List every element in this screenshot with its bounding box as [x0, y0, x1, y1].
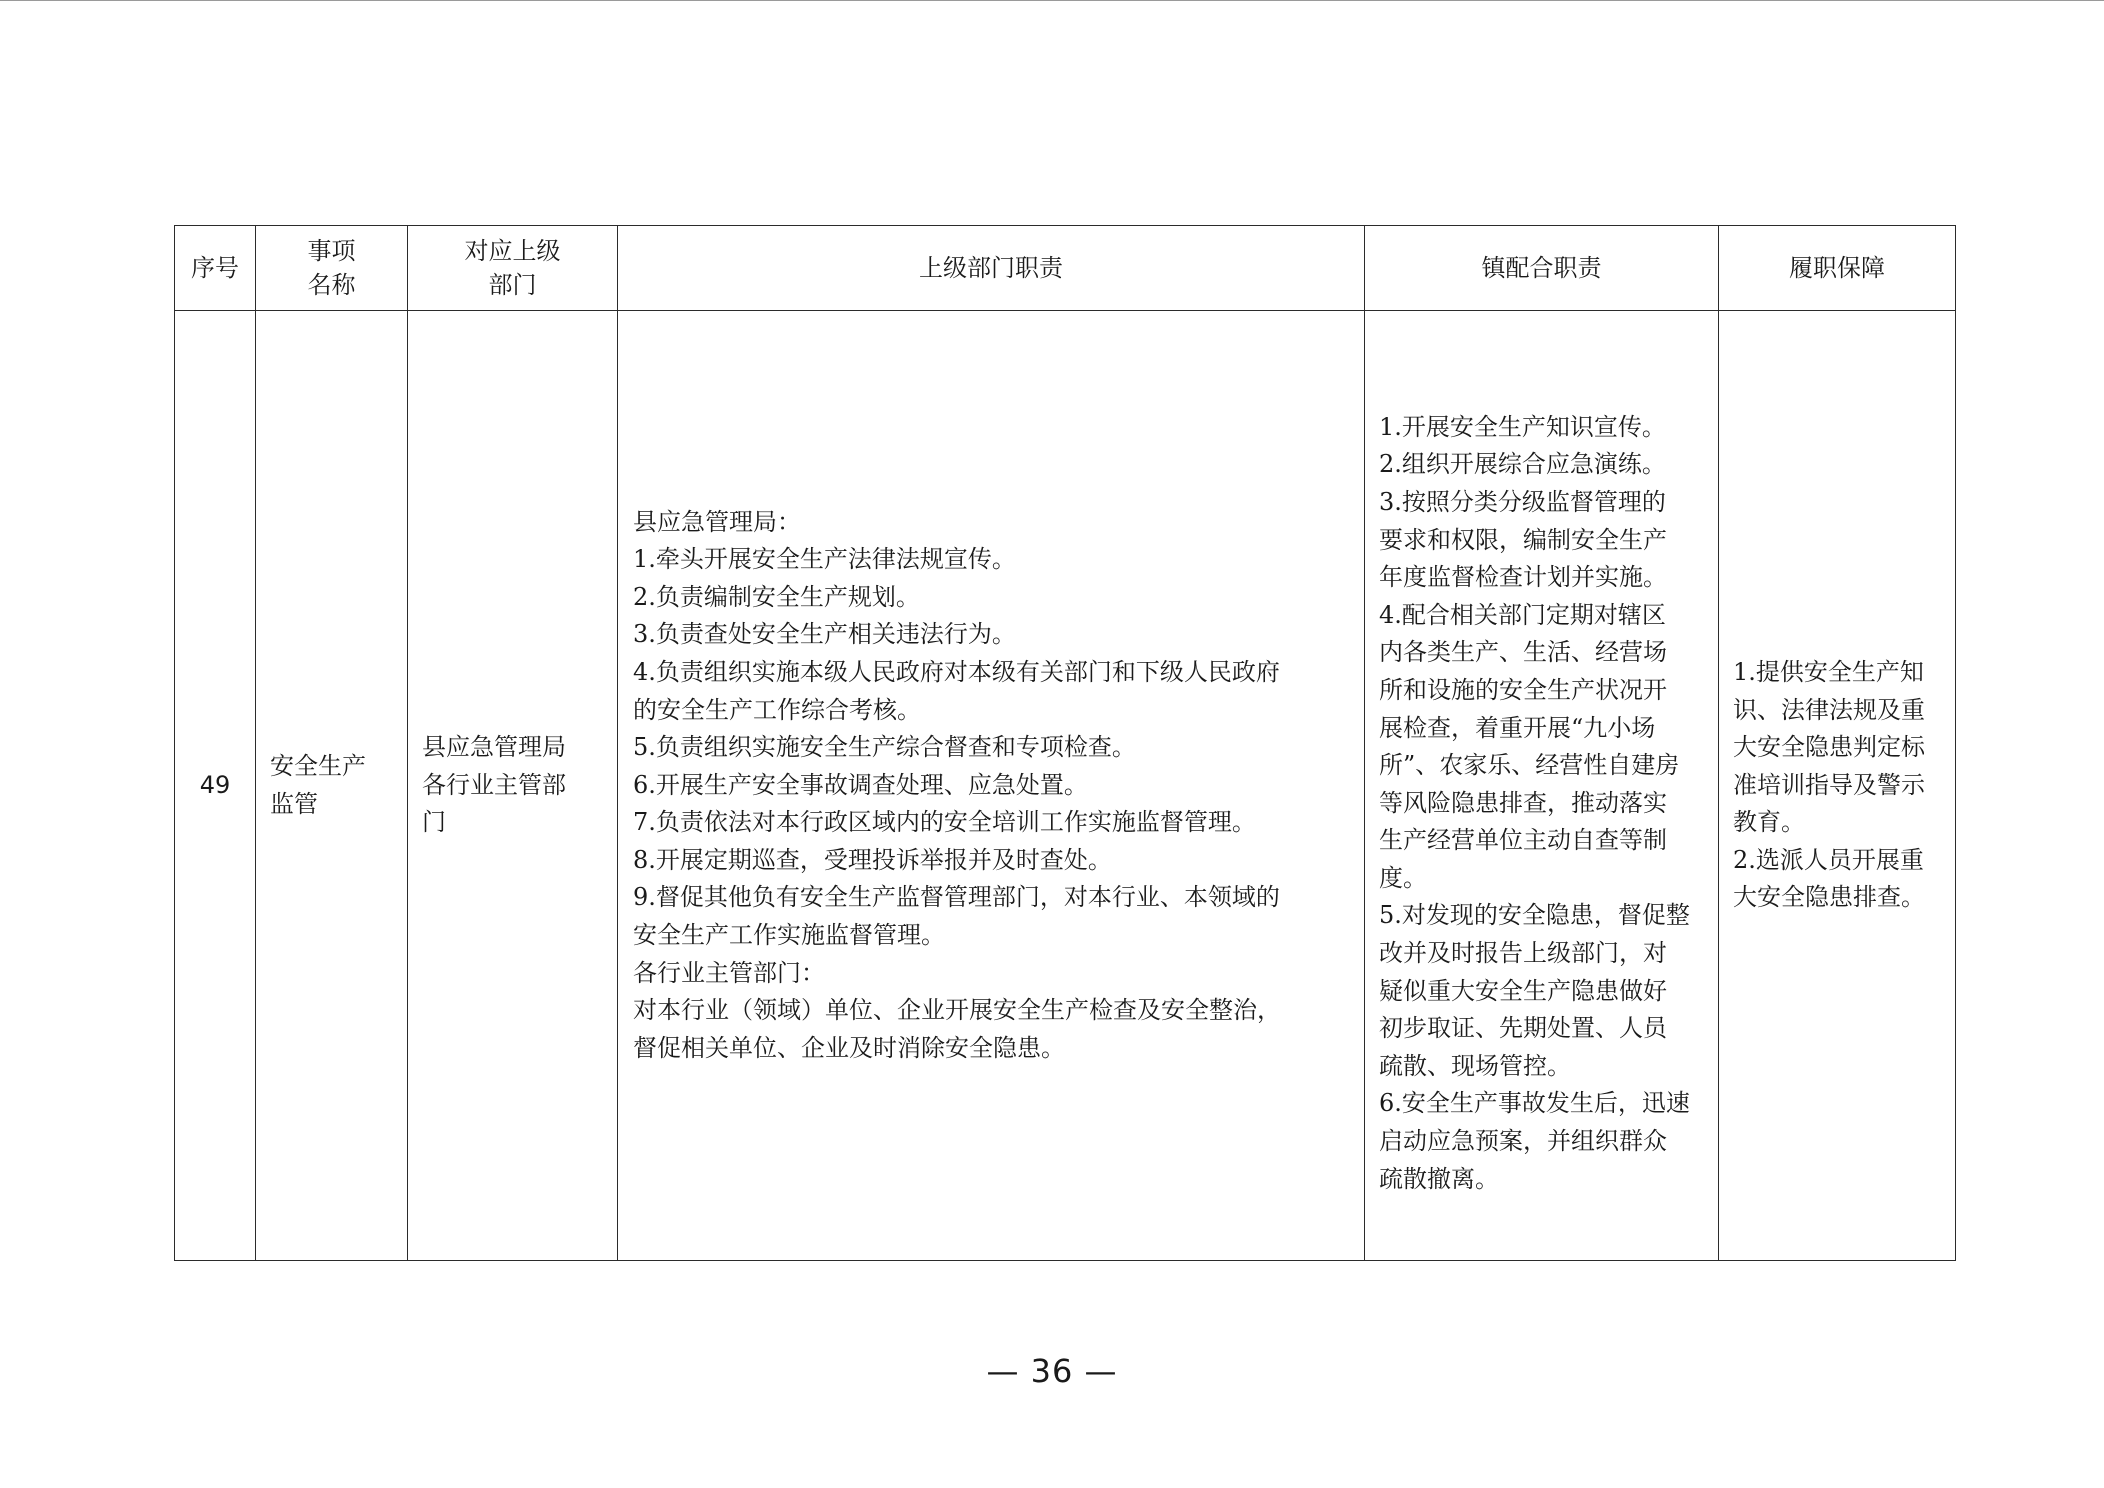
town-duty-line: 所”、农家乐、经营性自建房 [1379, 751, 1680, 780]
guarantee-line: 大安全隐患排查。 [1733, 883, 1925, 912]
upper-duty-line: 5.负责组织实施安全生产综合督查和专项检查。 [633, 733, 1136, 762]
upper-duty-line: 安全生产工作实施监督管理。 [633, 921, 945, 950]
guarantee-line: 准培训指导及警示 [1733, 770, 1925, 799]
upper-duty-line: 2.负责编制安全生产规划。 [633, 582, 920, 611]
town-duty-line: 疏散撤离。 [1379, 1164, 1499, 1193]
town-duty-line: 内各类生产、生活、经营场 [1379, 638, 1667, 667]
upper-dept-line: 门 [422, 808, 446, 837]
upper-duty-line: 4.负责组织实施本级人民政府对本级有关部门和下级人民政府 [633, 657, 1280, 686]
town-duty-line: 1.开展安全生产知识宣传。 [1379, 412, 1666, 441]
duty-table [174, 225, 1956, 1261]
header-town-duty: 镇配合职责 [1365, 226, 1719, 311]
town-duty-line: 度。 [1379, 863, 1427, 892]
upper-dept-line: 县应急管理局 [422, 733, 566, 762]
upper-duty-line: 督促相关单位、企业及时消除安全隐患。 [633, 1033, 1065, 1062]
row-upper-duty-cell [618, 311, 1365, 1261]
town-duty-line: 启动应急预案，并组织群众 [1379, 1127, 1667, 1156]
upper-duty-line: 县应急管理局： [633, 507, 801, 536]
upper-duty-line: 7.负责依法对本行政区域内的安全培训工作实施监督管理。 [633, 808, 1256, 837]
town-duty-line: 改并及时报告上级部门，对 [1379, 939, 1667, 968]
town-duty-line: 所和设施的安全生产状况开 [1379, 675, 1667, 704]
upper-duty-line: 8.开展定期巡查，受理投诉举报并及时查处。 [633, 845, 1112, 874]
header-guarantee: 履职保障 [1719, 226, 1956, 311]
upper-duty-line: 各行业主管部门： [633, 958, 825, 987]
town-duty-line: 4.配合相关部门定期对辖区 [1379, 600, 1666, 629]
town-duty-line: 5.对发现的安全隐患，督促整 [1379, 901, 1690, 930]
upper-duty-line: 1.牵头开展安全生产法律法规宣传。 [633, 545, 1016, 574]
town-duty-line: 初步取证、先期处置、人员 [1379, 1014, 1667, 1043]
upper-duty-line: 6.开展生产安全事故调查处理、应急处置。 [633, 770, 1088, 799]
row-town-duty-cell [1365, 311, 1719, 1261]
town-duty-line: 等风险隐患排查，推动落实 [1379, 788, 1667, 817]
page-number: — 36 — [986, 1352, 1118, 1390]
table-row [175, 311, 1956, 1261]
upper-duty-line: 的安全生产工作综合考核。 [633, 695, 921, 724]
upper-duty-line: 对本行业（领域）单位、企业开展安全生产检查及安全整治， [633, 996, 1281, 1025]
town-duty-line: 要求和权限，编制安全生产 [1379, 525, 1667, 554]
header-item-name: 事项 名称 [256, 226, 408, 311]
upper-duty-line: 3.负责查处安全生产相关违法行为。 [633, 620, 1016, 649]
upper-dept-line: 各行业主管部 [422, 770, 566, 799]
town-duty-line: 疑似重大安全生产隐患做好 [1379, 976, 1667, 1005]
town-duty-line: 6.安全生产事故发生后，迅速 [1379, 1089, 1690, 1118]
item-name-line: 安全生产 [270, 751, 366, 780]
item-name-line: 监管 [270, 789, 318, 818]
upper-duty-line: 9.督促其他负有安全生产监督管理部门，对本行业、本领域的 [633, 883, 1280, 912]
page-top-border [0, 0, 2104, 1]
guarantee-line: 教育。 [1733, 808, 1805, 837]
row-guarantee-cell [1719, 311, 1956, 1261]
header-upper-dept: 对应上级 部门 [408, 226, 618, 311]
town-duty-line: 2.组织开展综合应急演练。 [1379, 450, 1666, 479]
town-duty-line: 展检查，着重开展“九小场 [1379, 713, 1656, 742]
row-item-cell [256, 311, 408, 1261]
town-duty-line: 生产经营单位主动自查等制 [1379, 826, 1667, 855]
row-no-cell: 49 [175, 311, 256, 1261]
guarantee-line: 识、法律法规及重 [1733, 695, 1925, 724]
table-header-row [175, 226, 1956, 311]
guarantee-line: 1.提供安全生产知 [1733, 657, 1924, 686]
guarantee-line: 2.选派人员开展重 [1733, 845, 1924, 874]
header-upper-duty: 上级部门职责 [618, 226, 1365, 311]
town-duty-line: 疏散、现场管控。 [1379, 1051, 1571, 1080]
guarantee-line: 大安全隐患判定标 [1733, 733, 1925, 762]
header-no: 序号 [175, 226, 256, 311]
town-duty-line: 3.按照分类分级监督管理的 [1379, 487, 1666, 516]
row-dept-cell [408, 311, 618, 1261]
town-duty-line: 年度监督检查计划并实施。 [1379, 563, 1667, 592]
